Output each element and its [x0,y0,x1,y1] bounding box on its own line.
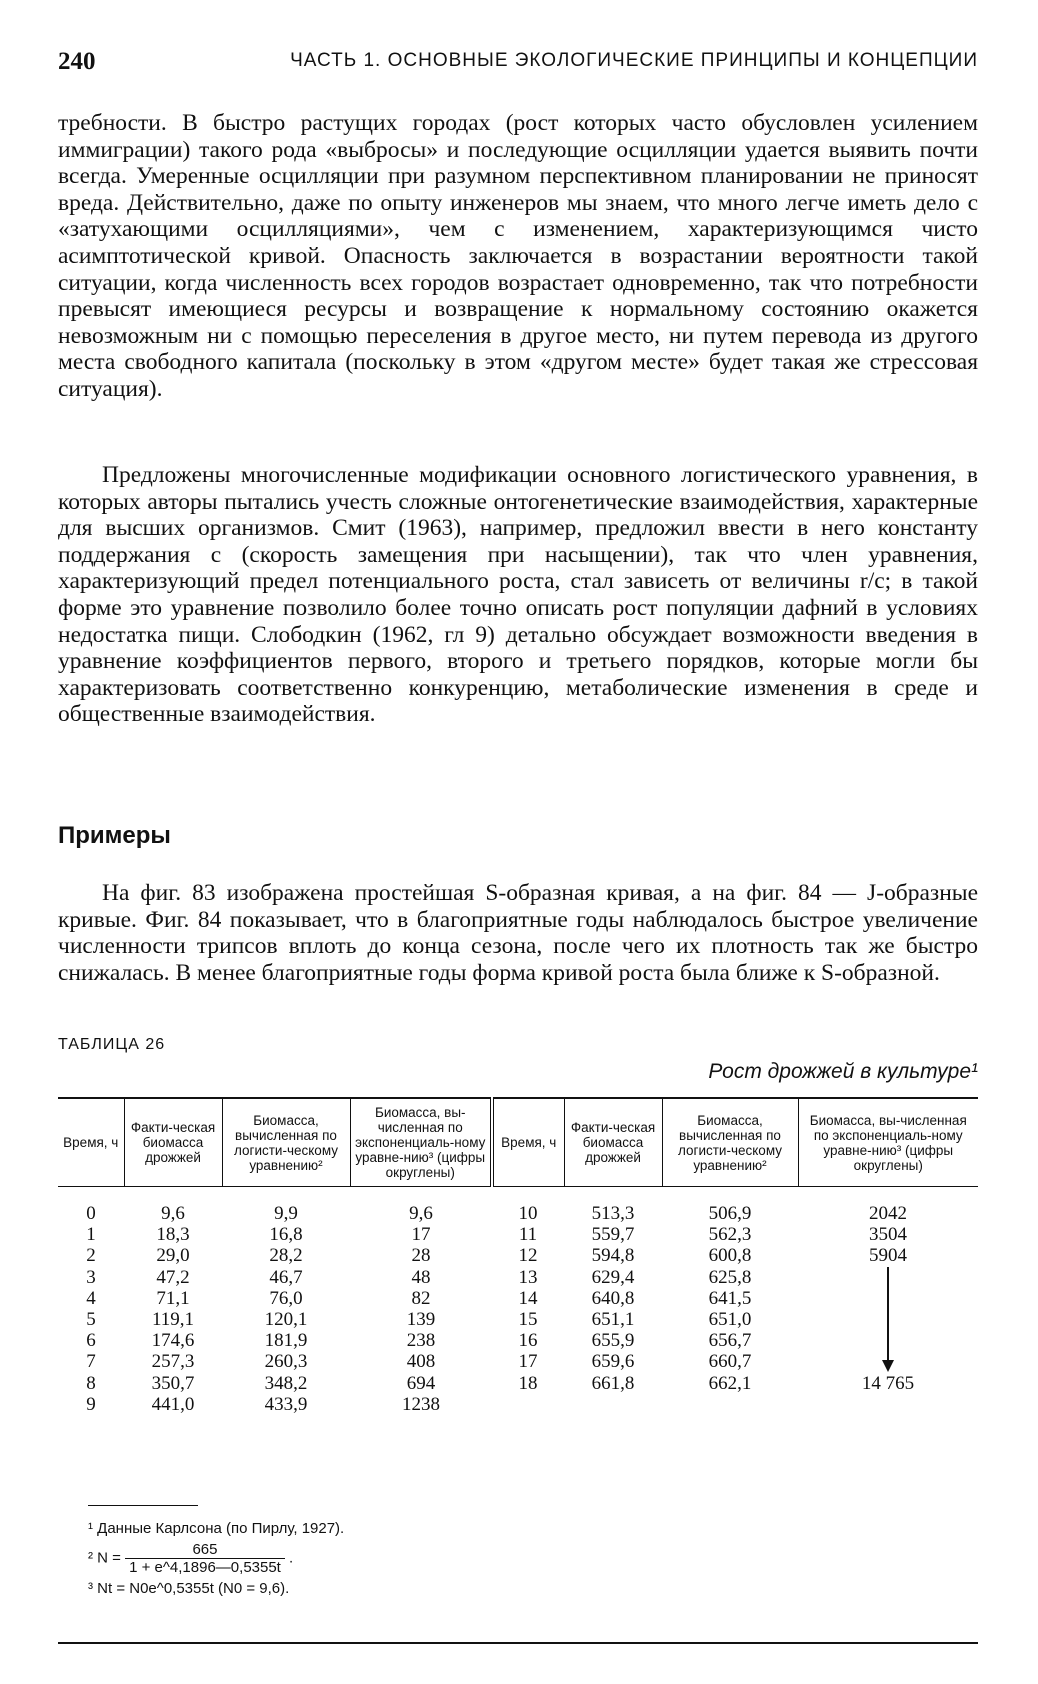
table-cell: 513,3 [591,1203,635,1224]
table-cell: 594,8 [591,1245,635,1267]
running-head: ЧАСТЬ 1. ОСНОВНЫЕ ЭКОЛОГИЧЕСКИЕ ПРИНЦИПЫ И КОНЦЕПЦИИ [290,50,978,71]
table-cell: 8 [86,1372,96,1394]
logistic-formula-fraction [125,1541,285,1576]
footnote-3: ³ Nt = N0e^0,5355t (N0 = 9,6). [88,1580,290,1597]
table-cell [492,1394,564,1415]
table-cell: 441,0 [151,1393,195,1415]
table-cell: 625,8 [708,1266,752,1288]
table-cell: 76,0 [269,1287,303,1309]
header-exponential-biomass-2: Биомасса, вы-численная по экспоненциаль-ному уравне-нию³ (цифры округлены) [798,1098,978,1187]
table-row [58,1373,978,1394]
table-cell: 4 [86,1287,96,1309]
formula-denominator: 1 + e^4,1896—0,5355t [129,1559,281,1576]
table-cell: 17 [411,1224,431,1246]
header-time: Время, ч [63,1135,119,1150]
table-cell: 28,2 [269,1245,303,1267]
table-cell: 9 [86,1393,96,1415]
table-cell: 662,1 [708,1372,752,1394]
table-cell: 47,2 [156,1266,190,1288]
header-logistic-biomass-2: Биомасса, вычисленная по логисти-ческому уравнению² [662,1098,798,1187]
yeast-growth-table [58,1097,978,1415]
paragraph-3: На фиг. 83 изображена простейшая S-образная кривая, а на фиг. 84 — J-образные кривые. Фиг. 84 показывает, что в благоприятные годы наблюдалось быстрое увеличение численности трипсов вплоть до конца сезона, после чего их плотность так же быстро снижалась. В менее благоприятные годы форма кривой роста была ближе к S-образной. [58,880,978,986]
table-cell: 600,8 [708,1245,752,1267]
formula-numerator: 665 [125,1541,285,1559]
table-cell [564,1394,662,1415]
bottom-rule [58,1642,978,1644]
table-cell: 28 [411,1245,431,1267]
table-cell: 174,6 [151,1330,195,1352]
footnote-rule [88,1505,198,1506]
table-cell: 9,6 [161,1203,185,1224]
table-cell: 46,7 [269,1266,303,1288]
section-title: Примеры [58,822,171,849]
table-cell: 0 [86,1203,96,1224]
table-cell: 3504 [869,1224,907,1246]
table-cell [798,1330,978,1351]
table-cell: 1 [86,1224,96,1246]
header-logistic-biomass: Биомасса, вычисленная по логисти-ческому уравнению² [222,1098,350,1187]
table-cell: 18 [518,1372,538,1394]
table-cell [798,1288,978,1309]
table-cell: 14 765 [861,1372,915,1394]
table-cell: 120,1 [264,1309,308,1331]
table-cell: 694 [406,1372,436,1394]
table-cell: 651,1 [591,1309,635,1331]
table-cell: 661,8 [591,1372,635,1394]
table-body [58,1187,978,1416]
table-cell: 139 [406,1309,436,1331]
header-time-2: Время, ч [492,1098,564,1187]
table-cell: 181,9 [264,1330,308,1352]
paragraph-2: Предложены многочисленные модификации основного логистического уравнения, в которых авторы пытались учесть сложные онтогенетические взаимодействия, характерные для высших организмов. Смит (1963), например, предложил ввести в него константу поддержания c (скорость замещения при насыщении), так что член уравнения, характеризующий предел потенциального роста, стал зависеть от величины r/c; в такой форме это уравнение позволило более точно описать рост популяции дафний в условиях недостатка пищи. Слободкин (1962, гл 9) детально обсуждает возможности введения в уравнение коэффициентов первого, второго и третьего порядков, которые могли бы характеризовать соответственно конкуренцию, метаболические изменения в среде и общественные взаимодействия. [58,462,978,728]
table-cell: 16 [518,1330,538,1352]
paragraph-1: требности. В быстро растущих городах (рост которых часто обусловлен усилением иммиграции) такого рода «выбросы» и последующие осцилляции удается выявить почти всегда. Умеренные осцилляции при разумном перспективном планировании не приносят вреда. Действительно, даже по опыту инженеров мы знаем, что много легче иметь дело с «затухающими осцилляциями», чем с изменением, характеризующимся чисто асимптотической кривой. Опасность заключается в возрастании вероятности такой ситуации, когда численность всех городов возрастает одновременно, так что потребности превысят имеющиеся ресурсы и возвращение к нормальному состоянию окажется невозможным ни с помощью переселения в другое место, ни путем перевода из другого места свободного капитала (поскольку в этом «другом месте» будет такая же стрессовая ситуация). [58,110,978,402]
table-row [58,1309,978,1330]
footnote-2-suffix: . [289,1549,294,1567]
table-cell: 119,1 [151,1309,195,1331]
table-cell: 9,9 [274,1203,298,1224]
table-cell: 5904 [869,1245,907,1267]
footnotes [88,1520,344,1601]
table-cell: 350,7 [151,1372,195,1394]
table-cell: 348,2 [264,1372,308,1394]
footnote-1: ¹ Данные Карлсона (по Пирлу, 1927). [88,1520,345,1537]
page-header [58,42,978,82]
table-cell [798,1267,978,1288]
table-cell: 9,6 [409,1203,433,1224]
table-cell: 48 [411,1266,431,1288]
table-cell: 11 [518,1224,538,1246]
table-cell: 1238 [402,1393,440,1415]
table-cell: 659,6 [591,1351,635,1373]
header-actual-biomass: Факти-ческая биомасса дрожжей [124,1098,222,1187]
table-cell: 2 [86,1245,96,1267]
table-cell [798,1351,978,1372]
table-row [58,1267,978,1288]
table-cell: 506,9 [708,1203,752,1224]
table-header-row [58,1098,978,1187]
table-cell: 5 [86,1309,96,1331]
table-cell: 17 [518,1351,538,1373]
table-cell: 18,3 [156,1224,190,1246]
table-row [58,1394,978,1415]
table-cell: 6 [86,1330,96,1352]
table-cell: 71,1 [156,1287,190,1309]
table-title: Рост дрожжей в культуре¹ [708,1060,978,1083]
table-cell [798,1394,978,1415]
table-cell: 559,7 [591,1224,635,1246]
table-row [58,1351,978,1372]
table-cell: 257,3 [151,1351,195,1373]
table-cell: 7 [86,1351,96,1373]
table-cell [662,1394,798,1415]
table-row [58,1245,978,1266]
table-cell: 640,8 [591,1287,635,1309]
table-cell: 629,4 [591,1266,635,1288]
page-number: 240 [58,48,96,75]
table-cell: 82 [411,1287,431,1309]
table-cell: 10 [518,1203,538,1224]
table-cell: 29,0 [156,1245,190,1267]
table-cell: 562,3 [708,1224,752,1246]
table-cell: 16,8 [269,1224,303,1246]
table-cell: 651,0 [708,1309,752,1331]
table-cell: 408 [406,1351,436,1373]
table-row [58,1224,978,1245]
table-cell: 14 [518,1287,538,1309]
table-cell: 3 [86,1266,96,1288]
table-cell: 655,9 [591,1330,635,1352]
table-cell: 13 [518,1266,538,1288]
table-cell: 433,9 [264,1393,308,1415]
table-row [58,1330,978,1351]
table-cell: 2042 [869,1203,907,1224]
table-cell: 660,7 [708,1351,752,1373]
table-cell: 12 [518,1245,538,1267]
table-cell: 15 [518,1309,538,1331]
table-cell: 238 [406,1330,436,1352]
header-actual-biomass-2: Факти-ческая биомасса дрожжей [564,1098,662,1187]
footnote-2-prefix: ² N = [88,1549,121,1567]
table-cell: 260,3 [264,1351,308,1373]
table-cell [798,1309,978,1330]
table-label: ТАБЛИЦА 26 [58,1036,166,1053]
table-cell: 641,5 [708,1287,752,1309]
header-exponential-biomass: Биомасса, вы-численная по экспоненциаль-ному уравне-нию³ (цифры округлены) [350,1098,492,1187]
table-row [58,1288,978,1309]
table-cell: 656,7 [708,1330,752,1352]
table-row [58,1187,978,1225]
footnote-2 [88,1541,344,1576]
